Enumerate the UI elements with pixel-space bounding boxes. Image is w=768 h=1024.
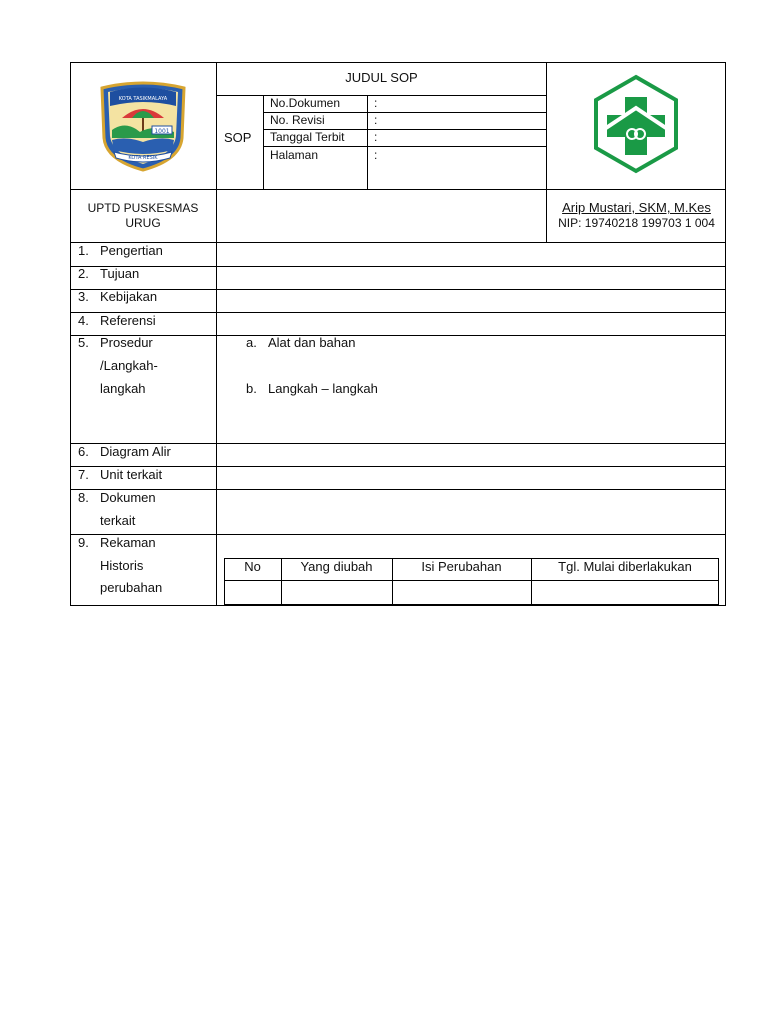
section-6-label: Diagram Alir [100, 444, 171, 459]
procedure-item-a-marker: a. [246, 335, 257, 350]
section-3-number: 3. [78, 289, 89, 304]
org-name-line1: UPTD PUSKESMAS [87, 201, 199, 215]
pengertian-content[interactable] [217, 243, 725, 266]
field-value-halaman[interactable]: : [374, 148, 378, 162]
divider [70, 534, 726, 535]
field-label-no-dokumen: No.Dokumen [270, 96, 341, 110]
org-name-line2: URUG [125, 216, 161, 230]
divider [263, 95, 264, 190]
signer-nip: NIP: 19740218 199703 1 004 [558, 216, 715, 230]
sop-title: JUDUL SOP [345, 70, 418, 85]
sop-label: SOP [224, 130, 252, 145]
field-label-no-revisi: No. Revisi [270, 113, 325, 127]
kebijakan-content[interactable] [217, 290, 725, 312]
field-value-no-dokumen[interactable]: : [374, 96, 378, 110]
divider [70, 335, 726, 336]
field-value-no-revisi[interactable]: : [374, 113, 378, 127]
history-header-yang-diubah: Yang diubah [300, 559, 373, 574]
section-9-label-line2: Historis [100, 558, 144, 573]
history-cell-yang-diubah[interactable] [282, 581, 392, 604]
procedure-item-b-text: Langkah – langkah [268, 381, 378, 396]
section-3-label: Kebijakan [100, 289, 158, 304]
section-7-label: Unit terkait [100, 467, 163, 482]
puskesmas-logo [592, 74, 680, 174]
field-value-tanggal-terbit[interactable]: : [374, 130, 378, 144]
section-1-number: 1. [78, 243, 89, 258]
field-label-tanggal-terbit: Tanggal Terbit [270, 130, 345, 144]
section-9-number: 9. [78, 535, 89, 550]
emblem-bottom-text: KOTA RESIK [128, 155, 158, 161]
divider [70, 189, 726, 190]
procedure-item-a-text: Alat dan bahan [268, 335, 356, 350]
section-8-label-line2: terkait [100, 513, 136, 528]
section-1-label: Pengertian [100, 243, 163, 258]
emblem-year: 1001 [154, 128, 170, 135]
procedure-item-b-marker: b. [246, 381, 257, 396]
section-5-label-line1: Prosedur [100, 335, 153, 350]
section-5-label-line2: /Langkah- [100, 358, 158, 373]
section-5-number: 5. [78, 335, 89, 350]
section-9-label-line1: Rekaman [100, 535, 156, 550]
section-2-label: Tujuan [100, 266, 140, 281]
divider [216, 95, 547, 96]
history-cell-isi-perubahan[interactable] [393, 581, 531, 604]
referensi-content[interactable] [217, 313, 725, 335]
history-cell-no[interactable] [225, 581, 281, 604]
section-7-number: 7. [78, 467, 89, 482]
dokumen-terkait-content[interactable] [217, 490, 725, 534]
history-header-isi-perubahan: Isi Perubahan [421, 559, 502, 574]
section-2-number: 2. [78, 266, 89, 281]
city-emblem-logo [96, 80, 190, 172]
signer-name: Arip Mustari, SKM, M.Kes [562, 200, 711, 215]
field-label-halaman: Halaman [270, 148, 319, 162]
diagram-alir-content[interactable] [217, 444, 725, 466]
history-cell-tgl-mulai[interactable] [532, 581, 719, 604]
section-9-label-line3: perubahan [100, 580, 163, 595]
section-8-label-line1: Dokumen [100, 490, 156, 505]
history-header-no: No [244, 559, 261, 574]
divider [263, 146, 547, 147]
unit-terkait-content[interactable] [217, 467, 725, 489]
tujuan-content[interactable] [217, 267, 725, 289]
divider [367, 95, 368, 190]
section-6-number: 6. [78, 444, 89, 459]
section-5-label-line3: langkah [100, 381, 146, 396]
emblem-top-text: KOTA TASIKMALAYA [118, 96, 168, 102]
section-4-label: Referensi [100, 313, 156, 328]
section-4-number: 4. [78, 313, 89, 328]
history-header-tgl-mulai: Tgl. Mulai diberlakukan [558, 559, 692, 574]
section-8-number: 8. [78, 490, 89, 505]
